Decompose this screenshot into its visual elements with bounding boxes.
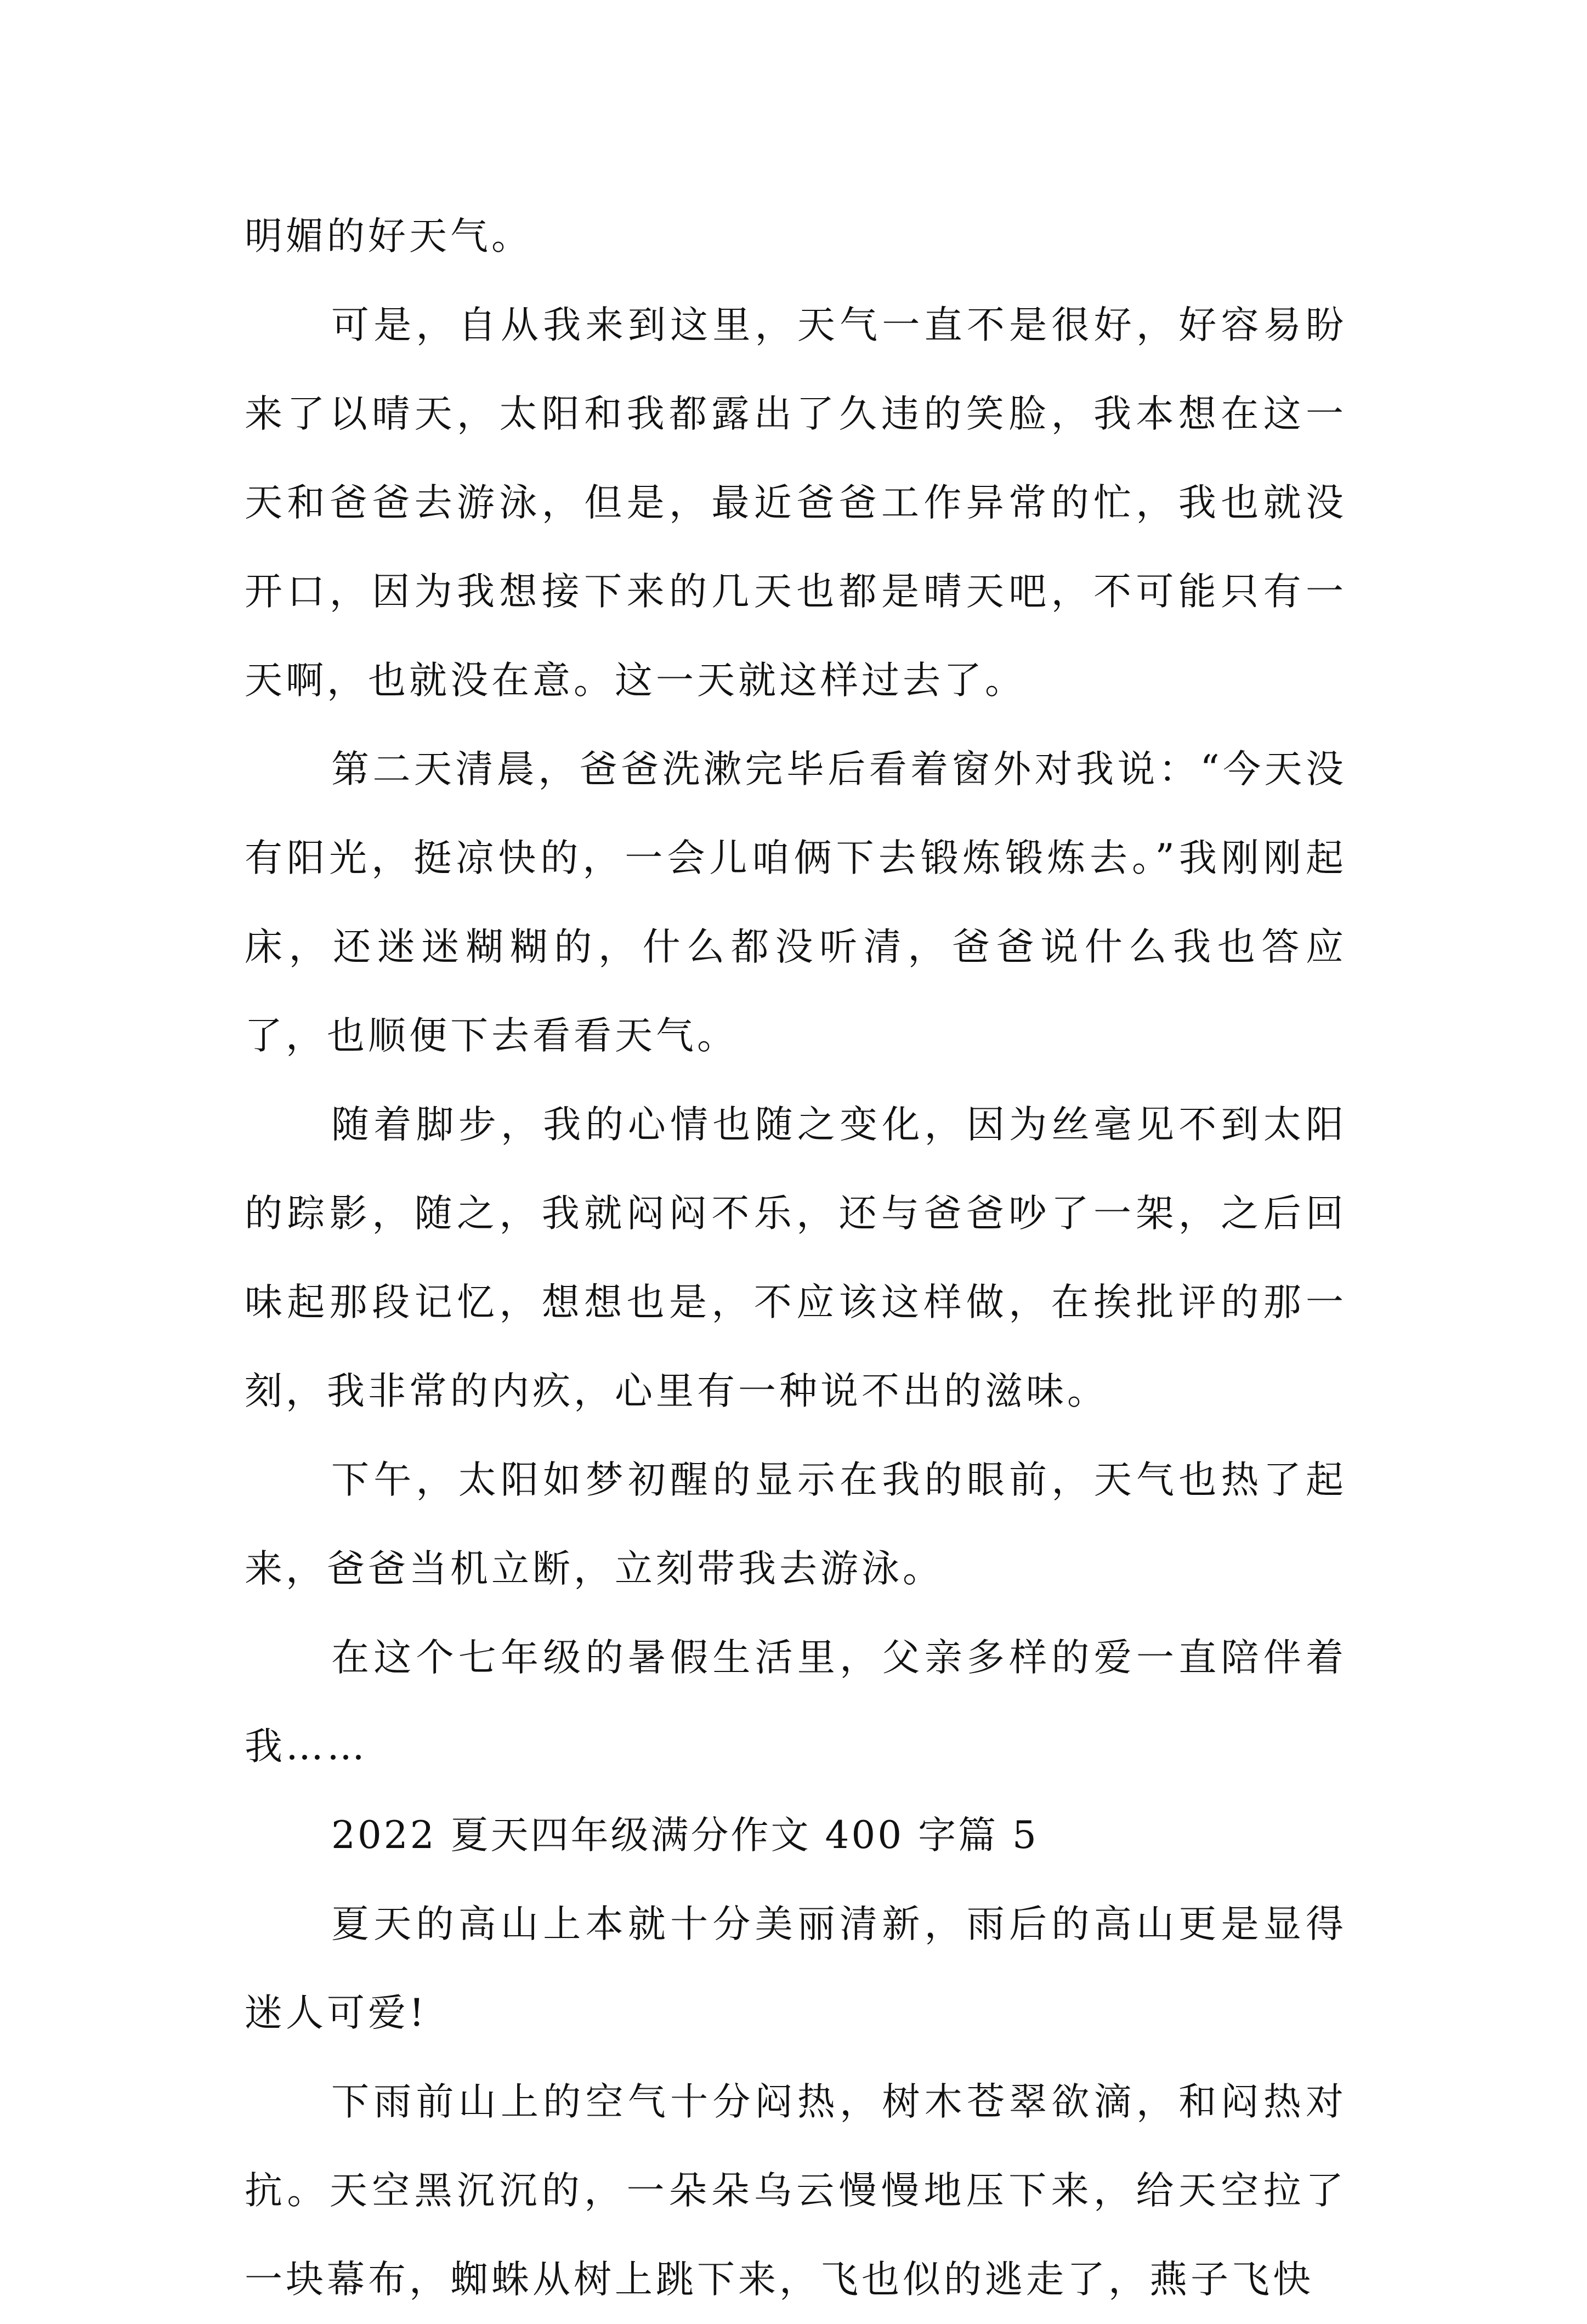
paragraph-4: 随着脚步，我的心情也随之变化，因为丝毫见不到太阳的踪影，随之，我就闷闷不乐，还与爸爸吵了一架，之后回味起那段记忆，想想也是，不应该这样做，在挨批评的那一刻，我非常的内疚，心里有一种说不出的滋味。 xyxy=(245,1103,1347,1413)
paragraph-2: 可是，自从我来到这里，天气一直不是很好，好容易盼来了以晴天，太阳和我都露出了久违的笑脸，我本想在这一天和爸爸去游泳，但是，最近爸爸工作异常的忙，我也就没开口，因为我想接下来的几天也都是晴天吧，不可能只有一天啊，也就没在意。这一天就这样过去了。 xyxy=(245,303,1347,702)
paragraph-3: 第二天清晨，爸爸洗漱完毕后看着窗外对我说：“今天没有阳光，挺凉快的，一会儿咱俩下去锻炼锻炼去。”我刚刚起床，还迷迷糊糊的，什么都没听清，爸爸说什么我也答应了，也顺便下去看看天气。 xyxy=(245,747,1347,1058)
document-page xyxy=(245,192,1347,2324)
paragraph-5: 下午，太阳如梦初醒的显示在我的眼前，天气也热了起来，爸爸当机立断，立刻带我去游泳。 xyxy=(245,1458,1347,1591)
paragraph-8: 下雨前山上的空气十分闷热，树木苍翠欲滴，和闷热对抗。天空黑沉沉的，一朵朵乌云慢慢地压下来，给天空拉了一块幕布，蜘蛛从树上跳下来，飞也似的逃走了，燕子飞快 xyxy=(245,2080,1347,2302)
section-heading: 2022 夏天四年级满分作文 400 字篇 5 xyxy=(331,1813,1039,1857)
paragraph-1: 明媚的好天气。 xyxy=(245,214,532,258)
paragraph-7: 夏天的高山上本就十分美丽清新，雨后的高山更是显得迷人可爱! xyxy=(245,1902,1347,2035)
paragraph-6: 在这个七年级的暑假生活里，父亲多样的爱一直陪伴着我…… xyxy=(245,1636,1347,1768)
